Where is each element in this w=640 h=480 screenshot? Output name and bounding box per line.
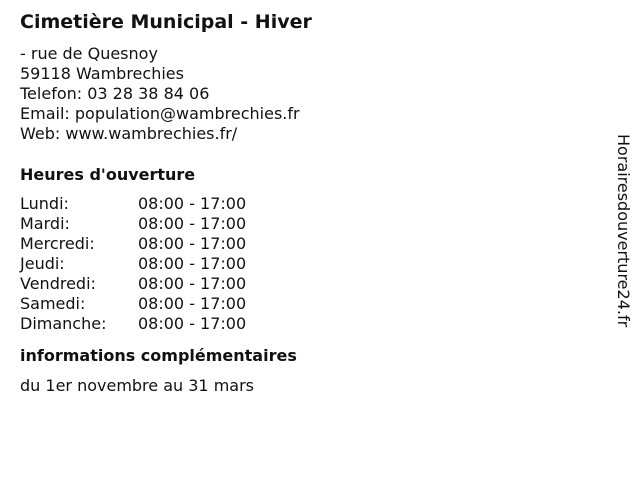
day-label: Jeudi:: [20, 254, 65, 273]
time-range: 08:00 - 17:00: [138, 294, 247, 313]
additional-info-heading: informations complémentaires: [20, 346, 297, 365]
opening-hours-card: [20, 8, 580, 412]
time-range: 08:00 - 17:00: [138, 314, 247, 333]
opening-hours-list: [20, 194, 580, 334]
day-label: Mardi:: [20, 214, 70, 233]
page-title: Cimetière Municipal - Hiver: [20, 11, 312, 33]
time-range: 08:00 - 17:00: [138, 214, 247, 233]
hours-row-friday: [20, 274, 580, 294]
day-label: Samedi:: [20, 294, 86, 313]
time-range: 08:00 - 17:00: [138, 254, 247, 273]
hours-row-saturday: [20, 294, 580, 314]
address-block: [20, 44, 580, 144]
email-address: Email: population@wambrechies.fr: [20, 104, 300, 123]
hours-row-tuesday: [20, 214, 580, 234]
site-watermark: Horairesdouverture24.fr: [614, 134, 633, 328]
day-label: Dimanche:: [20, 314, 107, 333]
time-range: 08:00 - 17:00: [138, 234, 247, 253]
day-label: Mercredi:: [20, 234, 95, 253]
hours-row-monday: [20, 194, 580, 214]
street-address: - rue de Quesnoy: [20, 44, 158, 63]
opening-hours-heading: Heures d'ouverture: [20, 165, 196, 184]
day-label: Vendredi:: [20, 274, 96, 293]
hours-row-wednesday: [20, 234, 580, 254]
hours-row-thursday: [20, 254, 580, 274]
website-address: Web: www.wambrechies.fr/: [20, 124, 238, 143]
time-range: 08:00 - 17:00: [138, 194, 247, 213]
additional-info-text: du 1er novembre au 31 mars: [20, 376, 254, 395]
hours-row-sunday: [20, 314, 580, 334]
time-range: 08:00 - 17:00: [138, 274, 247, 293]
day-label: Lundi:: [20, 194, 69, 213]
postal-city: 59118 Wambrechies: [20, 64, 184, 83]
phone-number: Telefon: 03 28 38 84 06: [20, 84, 210, 103]
